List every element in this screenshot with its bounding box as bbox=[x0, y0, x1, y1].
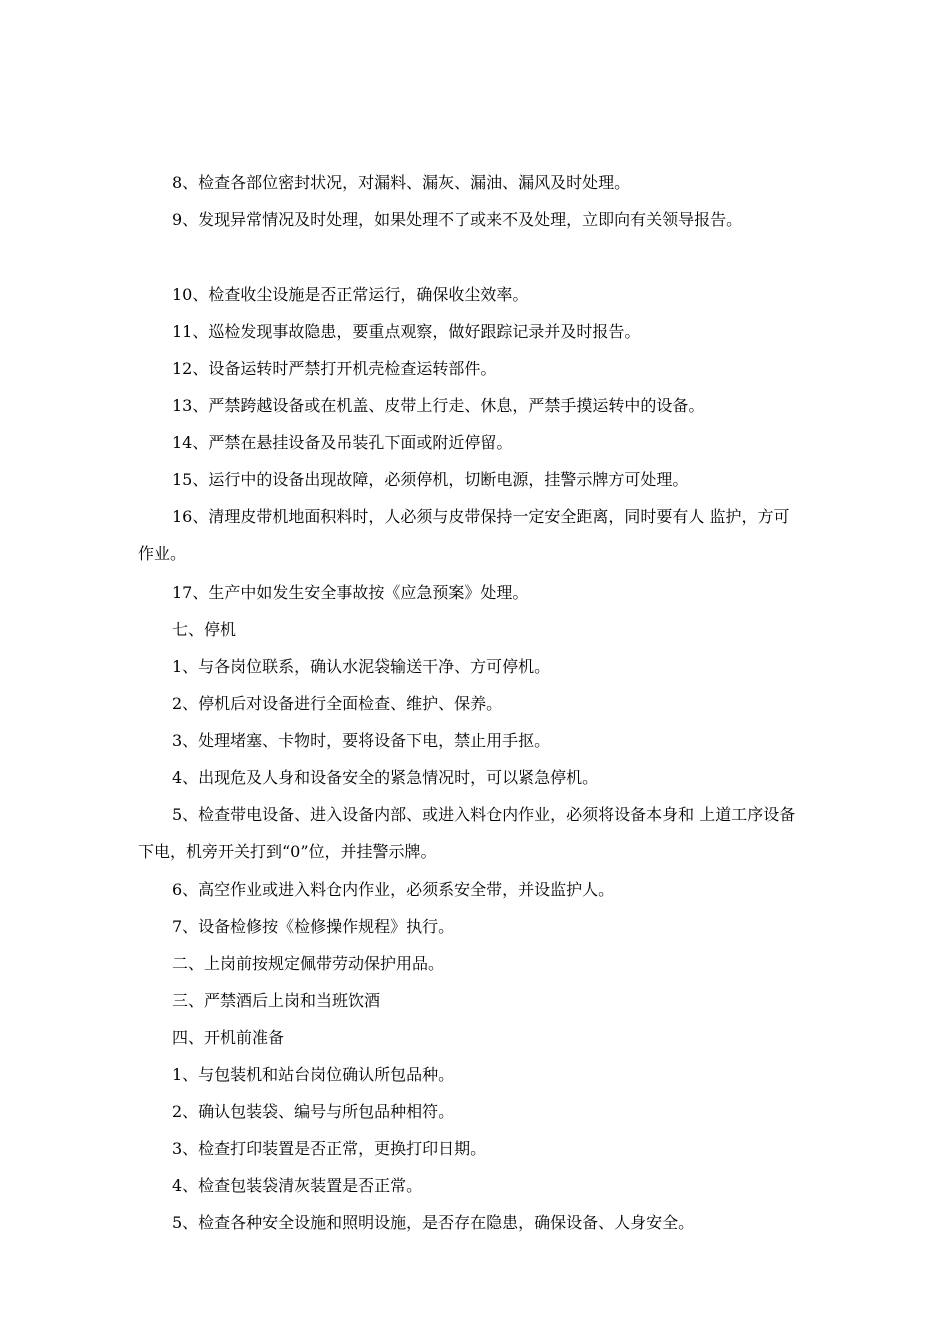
shutdown-item-5: 5、检查带电设备、进入设备内部、或进入料仓内作业，必须将设备本身和 上道工序设备下电，机旁开关打到“0”位，并挂警示牌。 bbox=[138, 805, 796, 861]
paragraph-8: 8、检查各部位密封状况，对漏料、漏灰、漏油、漏风及时处理。 bbox=[172, 173, 631, 192]
paragraph-9: 9、发现异常情况及时处理，如果处理不了或来不及处理，立即向有关领导报告。 bbox=[172, 210, 743, 229]
prep-item-5: 5、检查各种安全设施和照明设施，是否存在隐患，确保设备、人身安全。 bbox=[172, 1213, 695, 1232]
paragraph-12: 12、设备运转时严禁打开机壳检查运转部件。 bbox=[172, 359, 497, 378]
paragraph-14: 14、严禁在悬挂设备及吊装孔下面或附近停留。 bbox=[172, 433, 513, 452]
shutdown-item-7: 7、设备检修按《检修操作规程》执行。 bbox=[172, 917, 455, 936]
shutdown-item-1: 1、与各岗位联系，确认水泥袋输送干净、方可停机。 bbox=[172, 657, 551, 676]
section-heading-shutdown: 七、停机 bbox=[172, 620, 237, 639]
section-heading-4: 四、开机前准备 bbox=[172, 1028, 285, 1047]
shutdown-item-3: 3、处理堵塞、卡物时，要将设备下电，禁止用手抠。 bbox=[172, 731, 551, 750]
paragraph-10: 10、检查收尘设施是否正常运行，确保收尘效率。 bbox=[172, 285, 529, 304]
prep-item-4: 4、检查包装袋清灰装置是否正常。 bbox=[172, 1176, 423, 1195]
prep-item-3: 3、检查打印装置是否正常，更换打印日期。 bbox=[172, 1139, 487, 1158]
paragraph-16: 16、清理皮带机地面积料时，人必须与皮带保持一定安全距离，同时要有人 监护，方可作业。 bbox=[138, 507, 790, 563]
prep-item-2: 2、确认包装袋、编号与所包品种相符。 bbox=[172, 1102, 455, 1121]
section-heading-3: 三、严禁酒后上岗和当班饮酒 bbox=[172, 991, 381, 1010]
paragraph-11: 11、巡检发现事故隐患，要重点观察，做好跟踪记录并及时报告。 bbox=[172, 322, 641, 341]
shutdown-item-4: 4、出现危及人身和设备安全的紧急情况时，可以紧急停机。 bbox=[172, 768, 599, 787]
shutdown-item-6: 6、高空作业或进入料仓内作业，必须系安全带，并设监护人。 bbox=[172, 880, 615, 899]
paragraph-13: 13、严禁跨越设备或在机盖、皮带上行走、休息，严禁手摸运转中的设备。 bbox=[172, 396, 705, 415]
paragraph-15: 15、运行中的设备出现故障，必须停机，切断电源，挂警示牌方可处理。 bbox=[172, 470, 689, 489]
paragraph-17: 17、生产中如发生安全事故按《应急预案》处理。 bbox=[172, 583, 529, 602]
shutdown-item-2: 2、停机后对设备进行全面检查、维护、保养。 bbox=[172, 694, 503, 713]
section-heading-2: 二、上岗前按规定佩带劳动保护用品。 bbox=[172, 954, 445, 973]
prep-item-1: 1、与包装机和站台岗位确认所包品种。 bbox=[172, 1065, 455, 1084]
